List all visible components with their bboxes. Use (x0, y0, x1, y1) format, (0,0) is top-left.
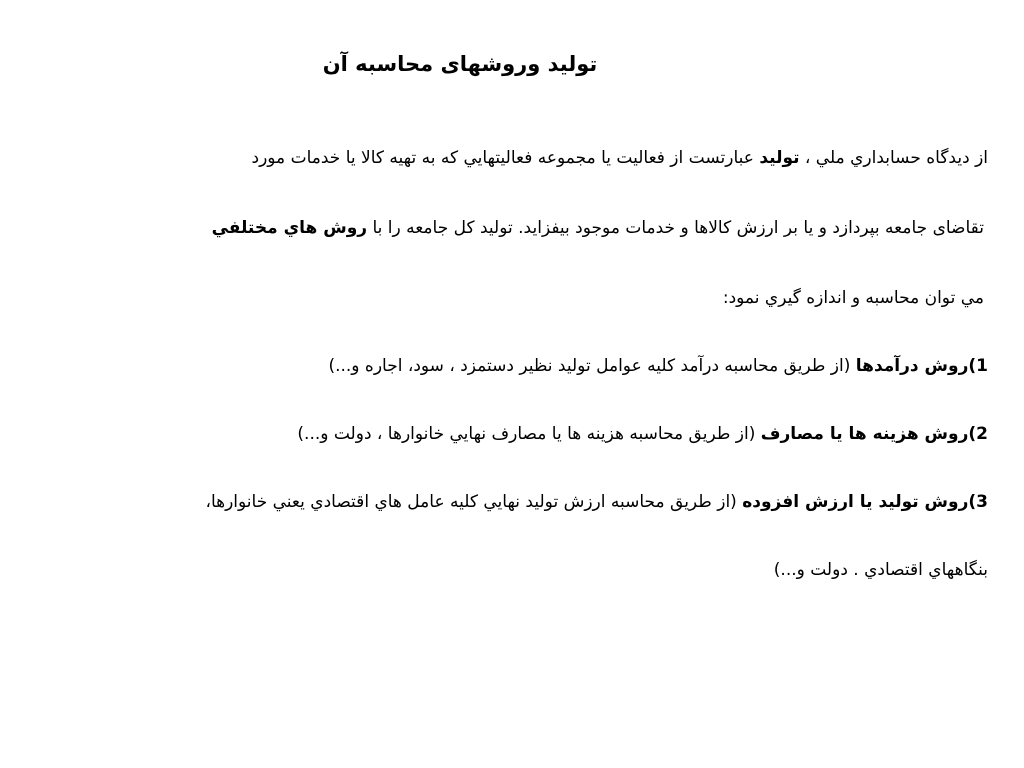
method-name: روش هزينه ها يا مصارف (760, 424, 969, 444)
paragraph-bold-term: توليد (759, 148, 800, 168)
paragraph-text: عبارتست از فعاليت يا مجموعه فعاليتهايي كه به تهيه كالا يا خدمات مورد (251, 148, 754, 168)
paragraph-line-3: مي توان محاسبه و اندازه گيري نمود: (722, 288, 984, 308)
method-number: 1) (968, 356, 988, 376)
paragraph-line-2 (212, 218, 984, 238)
method-item-2 (297, 424, 988, 444)
paragraph-bold-term: روش هاي مختلفي (211, 218, 368, 238)
method-item-1 (328, 356, 988, 376)
method-description: (از طريق محاسبه ارزش توليد نهايي كليه عامل هاي اقتصادي يعني خانوارها، (205, 492, 737, 512)
slide-title: توليد وروشهای محاسبه آن (322, 52, 598, 76)
method-number: 2) (968, 424, 988, 444)
method-number: 3) (968, 492, 988, 512)
method-item-3-continuation: بنگاههاي اقتصادي . دولت و...) (773, 560, 988, 580)
method-description: (از طريق محاسبه هزينه ها يا مصارف نهايي خانوارها ، دولت و...) (297, 424, 756, 444)
method-name: روش توليد يا ارزش افزوده (742, 492, 969, 512)
method-name: روش درآمدها (855, 356, 969, 376)
paragraph-line-1 (252, 148, 989, 168)
paragraph-text: از ديدگاه حسابداري ملي ، (804, 148, 988, 168)
method-item-3 (205, 492, 988, 512)
method-description: (از طريق محاسبه درآمد كليه عوامل توليد نظير دستمزد ، سود، اجاره و...) (328, 356, 851, 376)
paragraph-text: تقاضای جامعه بپردازد و يا بر ارزش كالاها و خدمات موجود بيفزايد. توليد كل جامعه را با (372, 218, 984, 238)
